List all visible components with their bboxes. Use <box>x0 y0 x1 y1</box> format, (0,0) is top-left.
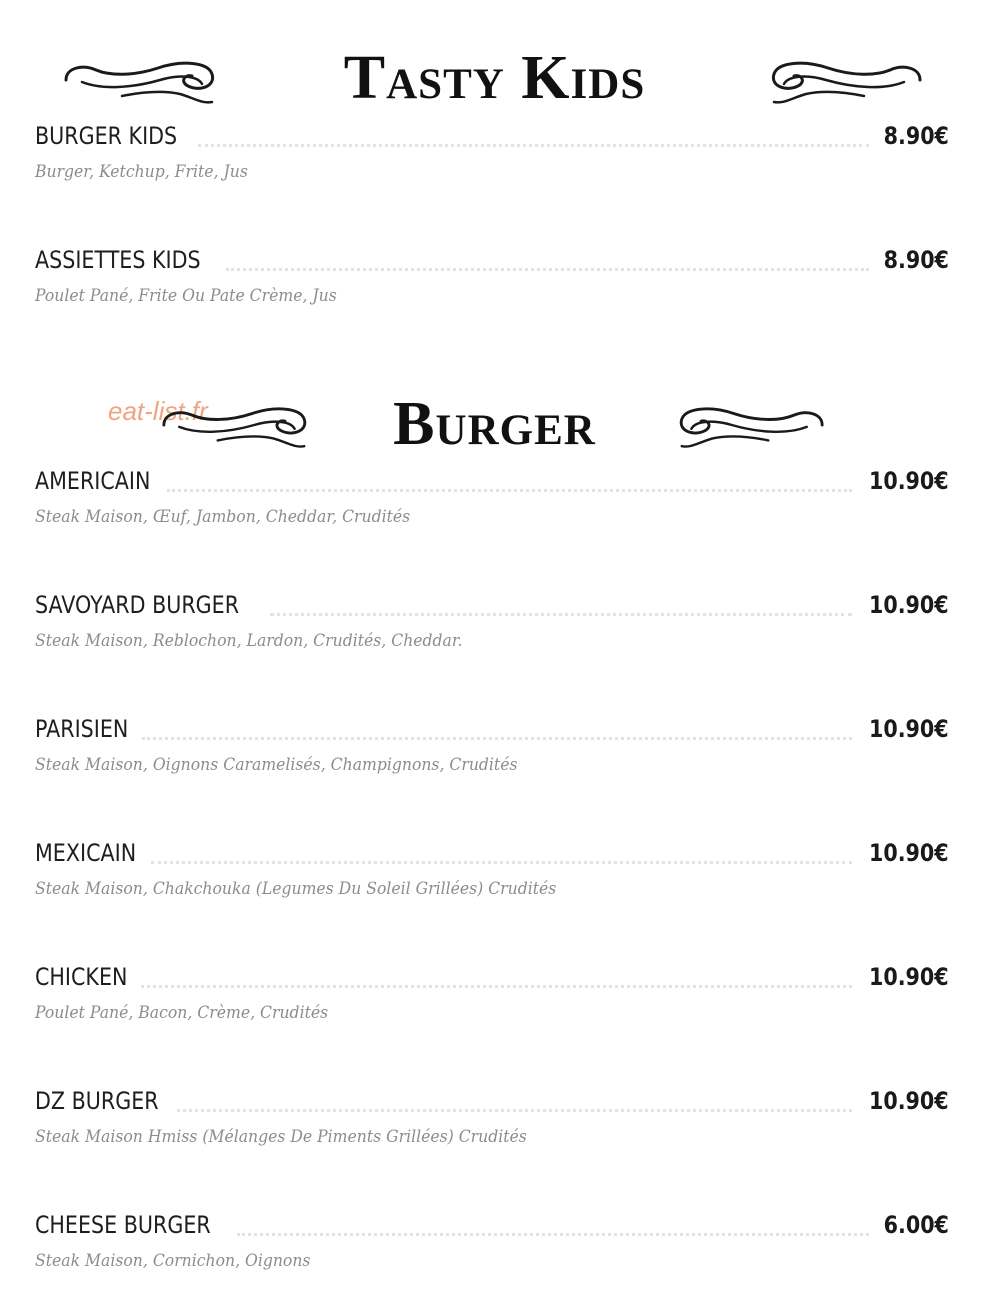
item-price: 10.90€ <box>869 963 949 991</box>
section-header-burger <box>0 384 989 464</box>
item-description: Poulet Pané, Frite Ou Pate Crème, Jus <box>35 286 337 306</box>
item-description: Steak Maison, Œuf, Jambon, Cheddar, Crudités <box>35 507 411 527</box>
dotted-leader <box>226 268 869 271</box>
menu-item <box>35 119 949 185</box>
item-name: MEXICAIN <box>35 839 137 867</box>
item-description: Steak Maison, Oignons Caramelisés, Champignons, Crudités <box>35 755 518 775</box>
item-name: DZ BURGER <box>35 1087 159 1115</box>
item-description: Steak Maison, Cornichon, Oignons <box>35 1251 311 1271</box>
item-description: Steak Maison, Reblochon, Lardon, Crudités, Cheddar. <box>35 631 463 651</box>
flourish-right-icon <box>676 396 826 454</box>
watermark: eat-list.fr <box>108 396 208 426</box>
item-price: 6.00€ <box>883 1211 949 1239</box>
dotted-leader <box>167 489 852 492</box>
dotted-leader <box>237 1233 869 1236</box>
dotted-leader <box>198 144 869 147</box>
section-title: Burger <box>393 390 596 458</box>
dotted-leader <box>151 861 853 864</box>
item-price: 10.90€ <box>869 591 949 619</box>
menu-item <box>35 960 949 1026</box>
item-name: BURGER KIDS <box>35 122 178 150</box>
dotted-leader <box>177 1109 853 1112</box>
menu-item <box>35 1208 949 1274</box>
item-price: 8.90€ <box>883 246 949 274</box>
flourish-right-icon <box>768 50 924 110</box>
dotted-leader <box>142 737 853 740</box>
item-name: CHICKEN <box>35 963 128 991</box>
dotted-leader <box>270 613 852 616</box>
menu-item <box>35 1084 949 1150</box>
menu-item <box>35 464 949 530</box>
item-price: 10.90€ <box>869 839 949 867</box>
item-price: 10.90€ <box>869 467 949 495</box>
item-name: PARISIEN <box>35 715 129 743</box>
menu-item <box>35 712 949 778</box>
item-description: Poulet Pané, Bacon, Crème, Crudités <box>35 1003 329 1023</box>
section-title: Tasty Kids <box>343 44 646 112</box>
item-name: CHEESE BURGER <box>35 1211 211 1239</box>
item-price: 8.90€ <box>883 122 949 150</box>
item-name: ASSIETTES KIDS <box>35 246 201 274</box>
dotted-leader <box>141 985 853 988</box>
menu-item <box>35 836 949 902</box>
item-price: 10.90€ <box>869 1087 949 1115</box>
item-name: AMERICAIN <box>35 467 151 495</box>
item-description: Burger, Ketchup, Frite, Jus <box>35 162 248 182</box>
item-name: SAVOYARD BURGER <box>35 591 240 619</box>
item-description: Steak Maison Hmiss (Mélanges De Piments Grillées) Crudités <box>35 1127 527 1147</box>
menu-item <box>35 243 949 309</box>
item-description: Steak Maison, Chakchouka (Legumes Du Soleil Grillées) Crudités <box>35 879 557 899</box>
section-header-tasty-kids <box>0 38 989 118</box>
item-price: 10.90€ <box>869 715 949 743</box>
menu-item <box>35 588 949 654</box>
